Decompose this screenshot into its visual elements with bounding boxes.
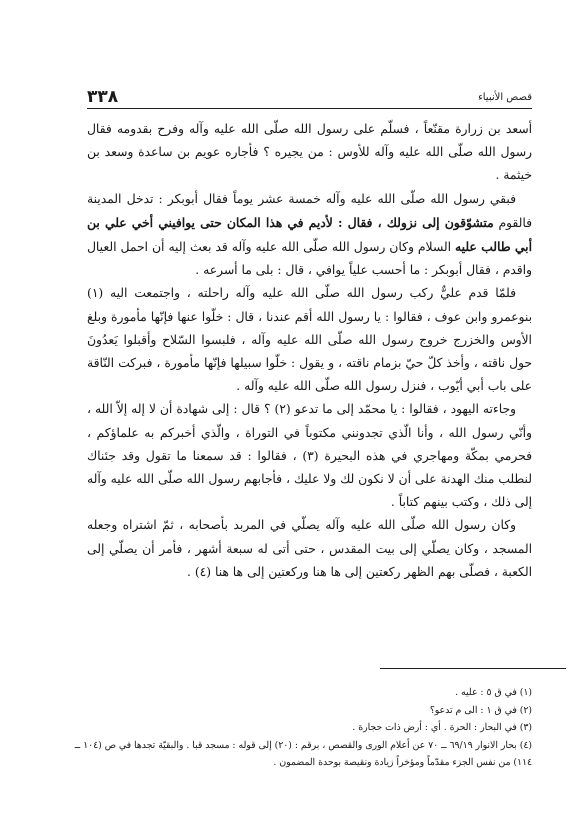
footnote: (٢) في ق ١ : الى م تدعو؟ [429, 704, 532, 716]
page-header [87, 86, 532, 109]
footnote-line: في ص (١٠٤ ــ ١١٤) من نفس الجزء مقدّماً ومؤخراً زيادة ونقيصة بوحدة المضمون . [74, 739, 532, 768]
footnote-line: (٤) بحار الانوار ٦٩/١٩ ــ ٧٠ عن أعلام الورى والقصص ، برقم : (٢٠) إلى قوله : مسجد قبا . والبقيّة تجدها [134, 739, 532, 751]
text-line: أبي أيّوب ، فنزل رسول الله صلّى الله عليه وآله . [236, 379, 484, 394]
paragraph [87, 514, 532, 584]
text-line: الكعبة ، فصلّى بهم الظهر ركعتين إلى ها هنا وركعتين إلى ها هنا (٤) . [187, 564, 532, 579]
text-line: صلّى الله عليه وآله للأوس : من يجيره ؟ فأجاره عويم بن ساعدة وسعد بن خيثمة . [87, 145, 532, 183]
text-line: وكان رسول الله صلّى الله عليه وآله يصلّي في المربد بأصحابه ، ثمّ اشتراه وجعله [87, 518, 516, 533]
text-line: وجاءته اليهود ، فقالوا : يا محمّد إلى ما تدعو (٢) ؟ قال : إلى شهادة أن لا إله إلاّ الله ، [87, 402, 516, 417]
text-line: المسجد ، وكان يصلّي إلى بيت المقدس ، حتى أتى له سبعة أشهر ، فأمر أن يصلّي إلى [87, 541, 532, 556]
footnote: (١) في ق ٥ : عليه . [455, 687, 532, 698]
main-text [87, 118, 532, 584]
text-line: وكتب بينهم كتاباً . [390, 495, 480, 510]
text-line: منك الهدنة على أن لا نكون لك ولا عليك ، فأجابهم رسول الله صلّى الله عليه وآله إلى ذلك ، [87, 472, 532, 510]
text-line: فبقي رسول الله صلّى الله عليه وآله خمسة عشر يوماً فقال أبوبكر : تدخل المدينة فالقوم [87, 191, 532, 230]
footnote [70, 737, 532, 772]
page-number: ٣٣٨ [87, 87, 119, 107]
footnotes [70, 684, 532, 772]
text-line: وأخذ كلّ حيّ بزمام ناقته ، و يقول : خلّوا سبيلها فإنّها مأمورة ، فبركت النّاقة على باب [87, 356, 532, 394]
text-line: متشوّقون إلى نزولك ، فقال : لأديم في هذا المكان حتى يوافيني أخي علي بن أبي طالب عليه [87, 214, 532, 255]
footnote-divider [380, 668, 566, 669]
paragraph [87, 118, 532, 188]
text-line: وابن عوف ، فقالوا : يا رسول الله أقم عندنا ، قال : خلّوا عنها فإنّها مأمورة وبلغ الأوس [87, 309, 532, 347]
running-title: قصص الأنبياء [478, 91, 532, 103]
paragraph [87, 188, 532, 283]
text-line: وأنّي رسول الله ، وأنا الّذي تجدونني مكتوباً في التوراة ، والّذي أخبركم به علماؤكم ، [87, 425, 532, 440]
text-line: فلمّا قدم عليٌّ ركب رسول الله صلّى الله عليه وآله راحلته ، واجتمعت اليه (١) بنوعمرو [87, 286, 532, 324]
text-line: أبوبكر : ما أحسب علياً يوافي ، قال : بلى ما أسرعه . [195, 263, 463, 278]
text-line: فحرمي بمكّة ومهاجري في هذه البحيرة (٣) ، فقالوا : قد سمعنا ما تقول وقد جئناك لنطلب [87, 448, 532, 487]
text-line: السلام وكان رسول الله صلّى الله عليه وآله قد بعث إليه أن احمل العيال واقدم ، فقال [87, 240, 532, 278]
paragraph [87, 398, 532, 514]
paragraph [87, 282, 532, 398]
text-line: والخزرج خروج رسول الله صلّى الله عليه وآله ، فلبسوا السّلاح وأقبلوا يَعدُونَ حول ناقته ، [87, 332, 532, 371]
text-line: أسعد بن زرارة مقنّعاً ، فسلّم على رسول الله صلّى الله عليه وآله وفرح بقدومه فقال رسول الله [87, 122, 532, 160]
footnote: (٣) في البحار : الحرة . أي : أرض ذات حجارة . [352, 722, 532, 733]
